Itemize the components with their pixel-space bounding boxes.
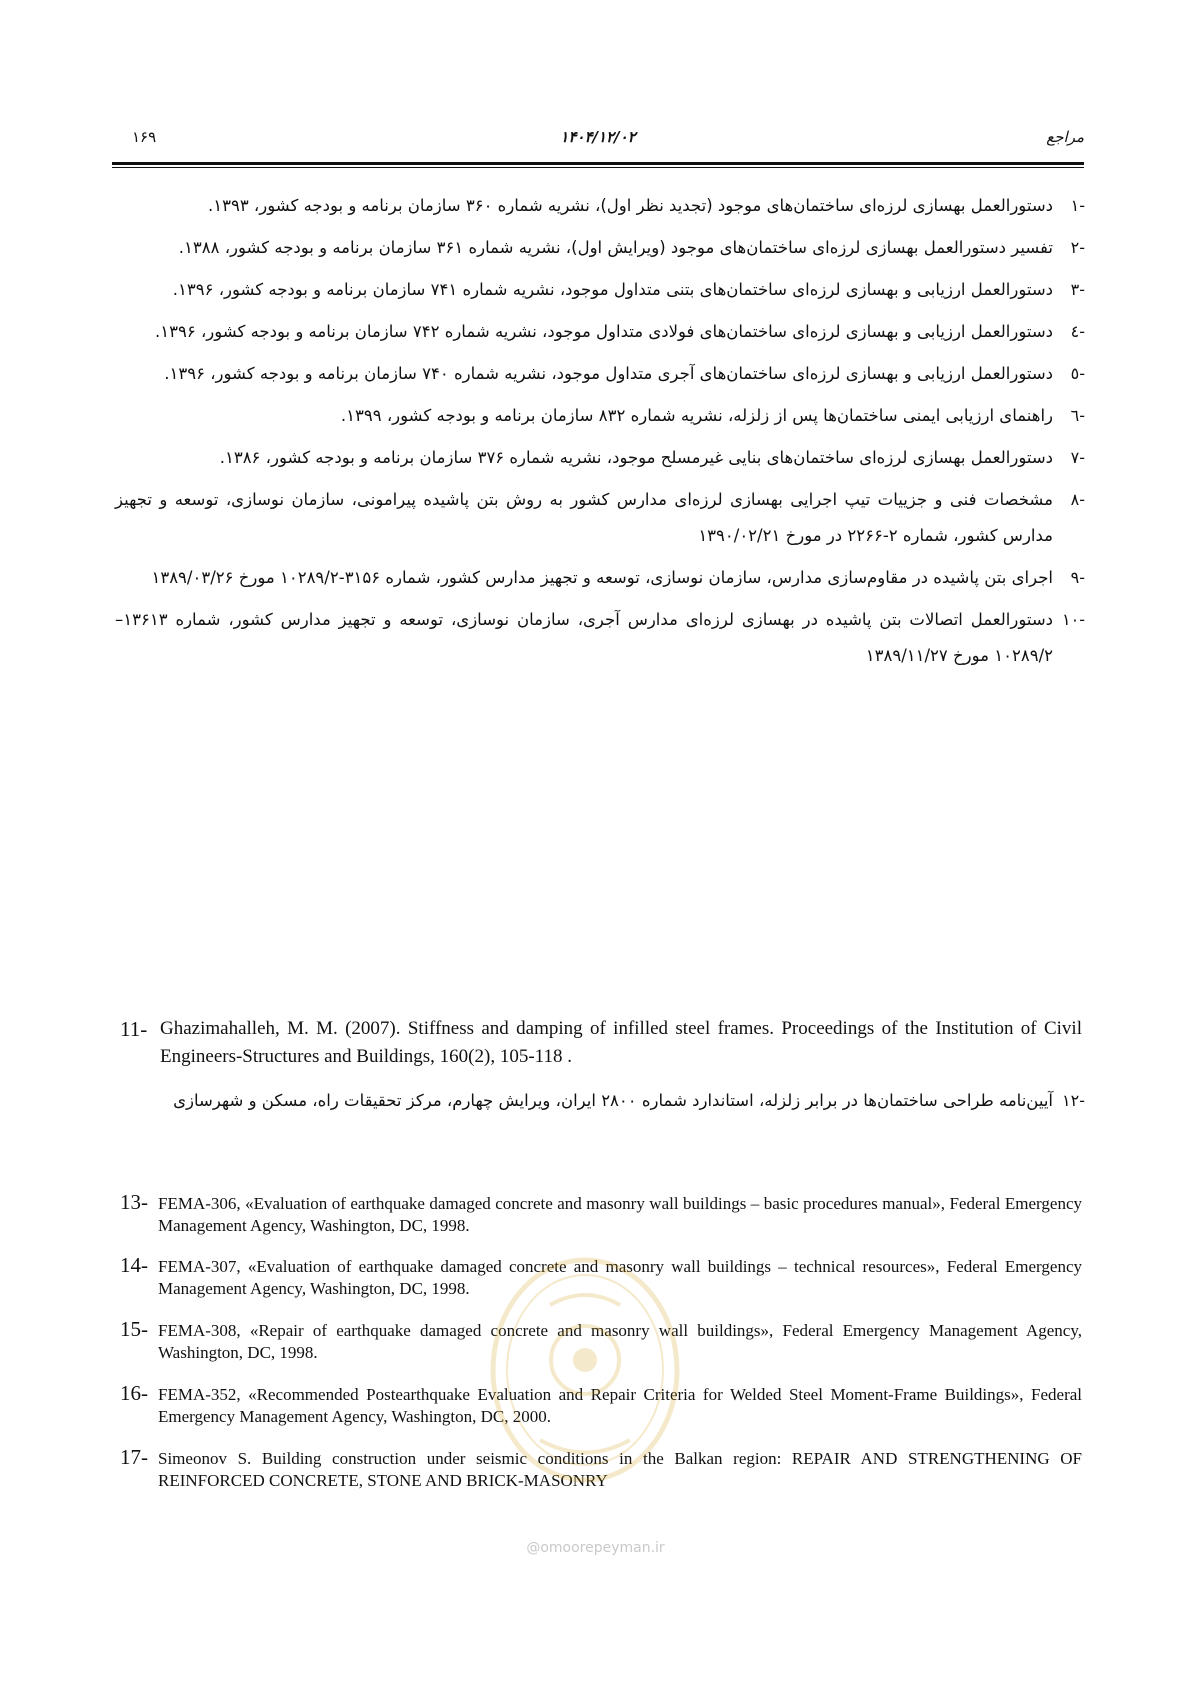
- reference-text: دستورالعمل ارزیابی و بهسازی لرزه‌ای ساختمان‌های آجری متداول موجود، نشریه شماره ۷۴۰ سازمان برنامه و بودجه کشور، ۱۳۹۶.: [164, 364, 1053, 383]
- reference-item-14: [120, 1253, 1082, 1300]
- reference-item-15: [120, 1317, 1082, 1364]
- reference-item: [115, 314, 1085, 350]
- reference-text: مشخصات فنی و جزییات تیپ اجرایی بهسازی لرزه‌ای مدارس کشور به روش بتن پاشیده پیرامونی، سازمان نوسازی، توسعه و تجهیز مدارس کشور، شماره ۲-۲۲۶۶ در مورخ ۱۳۹۰/۰۲/۲۱: [115, 490, 1053, 545]
- reference-number: ١٠-: [1062, 610, 1085, 629]
- reference-number: ٨-: [1070, 490, 1085, 509]
- section-title: مراجع: [1046, 128, 1084, 146]
- reference-item-13: [120, 1190, 1082, 1237]
- reference-number: ۳-: [1070, 280, 1085, 299]
- page-number: ۱۶۹: [132, 128, 157, 146]
- reference-number: ۲-: [1070, 238, 1085, 257]
- watermark-text: @omoorepeyman.ir: [526, 1540, 665, 1556]
- reference-text: FEMA-308, «Repair of earthquake damaged concrete and masonry wall buildings», Federal Emergency Management Agency, Washington, DC, 1998.: [158, 1321, 1082, 1362]
- reference-item: [115, 356, 1085, 392]
- reference-text: دستورالعمل بهسازی لرزه‌ای ساختمان‌های موجود (تجدید نظر اول)، نشریه شماره ۳۶۰ سازمان برنامه و بودجه کشور، ۱۳۹۳.: [207, 196, 1053, 215]
- persian-reference-list: [115, 188, 1085, 680]
- reference-item: [115, 188, 1085, 224]
- reference-number: 14-: [120, 1253, 148, 1277]
- reference-number: ٧-: [1070, 448, 1085, 467]
- header-rule-thick: [112, 162, 1084, 165]
- reference-text: Ghazimahalleh, M. M. (2007). Stiffness and damping of infilled steel frames. Proceedings of the Institution of Civil Engineers-Structures and Buildings, 160(2), 105-118 .: [160, 1018, 1082, 1067]
- reference-item: [115, 482, 1085, 554]
- reference-number: ٦-: [1070, 406, 1085, 425]
- reference-text: Simeonov S. Building construction under seismic conditions in the Balkan region: REPAIR AND STRENGTHENING OF REINFORCED CONCRETE, STONE AND BRICK-MASONRY: [158, 1449, 1082, 1490]
- reference-text: راهنمای ارزیابی ایمنی ساختمان‌ها پس از زلزله، نشریه شماره ۸۳۲ سازمان برنامه و بودجه کشور، ۱۳۹۹.: [340, 406, 1053, 425]
- reference-number: ٤-: [1070, 322, 1085, 341]
- reference-number: ٩-: [1070, 568, 1085, 587]
- reference-text: دستورالعمل بهسازی لرزه‌ای ساختمان‌های بنایی غیرمسلح موجود، نشریه شماره ۳۷۶ سازمان برنامه و بودجه کشور، ۱۳۸۶.: [219, 448, 1053, 467]
- reference-text: تفسیر دستورالعمل بهسازی لرزه‌ای ساختمان‌های موجود (ویرایش اول)، نشریه شماره ۳۶۱ سازمان برنامه و بودجه کشور، ۱۳۸۸.: [178, 238, 1053, 257]
- reference-number: 13-: [120, 1190, 148, 1214]
- reference-number: ۱۲-: [1062, 1091, 1085, 1110]
- reference-text: دستورالعمل ارزیابی و بهسازی لرزه‌ای ساختمان‌های بتنی متداول موجود، نشریه شماره ۷۴۱ سازمان برنامه و بودجه کشور، ۱۳۹۶.: [172, 280, 1053, 299]
- reference-number: ۱-: [1070, 196, 1085, 215]
- reference-item-16: [120, 1381, 1082, 1428]
- reference-text: FEMA-307, «Evaluation of earthquake damaged concrete and masonry wall buildings – technical resources», Federal Emergency Management Agency, Washington, DC, 1998.: [158, 1257, 1082, 1298]
- reference-item: [115, 560, 1085, 596]
- reference-item: [115, 1083, 1085, 1119]
- reference-item: [115, 230, 1085, 266]
- reference-text: FEMA-306, «Evaluation of earthquake damaged concrete and masonry wall buildings – basic procedures manual», Federal Emergency Management Agency, Washington, DC, 1998.: [158, 1194, 1082, 1235]
- reference-item: [115, 272, 1085, 308]
- reference-item: [115, 440, 1085, 476]
- reference-text: FEMA-352, «Recommended Postearthquake Evaluation and Repair Criteria for Welded Steel Moment-Frame Buildings», Federal Emergency Management Agency, Washington, DC, 2000.: [158, 1385, 1082, 1426]
- reference-text: آیین‌نامه طراحی ساختمان‌ها در برابر زلزله، استاندارد شماره ۲۸۰۰ ایران، ویرایش چهارم، مرکز تحقیقات راه، مسکن و شهرسازی: [173, 1091, 1053, 1110]
- header-date: ۱۴۰۴/۱۲/۰۲: [560, 128, 636, 146]
- reference-text: اجرای بتن پاشیده در مقاوم‌سازی مدارس، سازمان نوسازی، توسعه و تجهیز مدارس کشور، شماره ۳۱۵۶-۱۰۲۸۹/۲ مورخ ۱۳۸۹/۰۳/۲۶: [151, 568, 1053, 587]
- reference-text: دستورالعمل ارزیابی و بهسازی لرزه‌ای ساختمان‌های فولادی متداول موجود، نشریه شماره ۷۴۲ سازمان برنامه و بودجه کشور، ۱۳۹۶.: [155, 322, 1053, 341]
- reference-number: 17-: [120, 1445, 148, 1469]
- reference-item: [115, 398, 1085, 434]
- reference-number: 11-: [120, 1017, 148, 1041]
- reference-text: دستورالعمل اتصالات بتن پاشیده در بهسازی لرزه‌ای مدارس آجری، سازمان نوسازی، توسعه و تجهیز مدارس کشور، شماره ۱۳۶۱۳– ۱۰۲۸۹/۲ مورخ ۱۳۸۹/۱۱/۲۷: [115, 610, 1053, 665]
- reference-item-17: [120, 1445, 1082, 1492]
- header-rule-thin: [112, 167, 1084, 168]
- reference-item: [115, 602, 1085, 674]
- reference-number: ٥-: [1070, 364, 1085, 383]
- reference-item-11: [120, 1015, 1082, 1071]
- persian-reference-12: [115, 1083, 1085, 1125]
- reference-number: 15-: [120, 1317, 148, 1341]
- reference-number: 16-: [120, 1381, 148, 1405]
- page-header: [112, 128, 1084, 158]
